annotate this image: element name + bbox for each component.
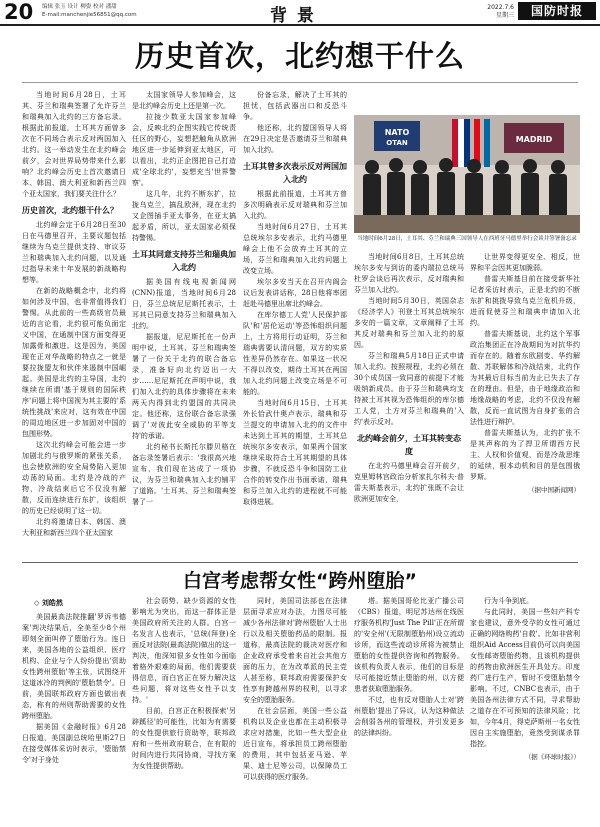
divider bbox=[22, 82, 578, 83]
source-note: （据中国新闻网） bbox=[528, 486, 580, 494]
paragraph: 塔。据美国哥伦比亚广播公司（CBS）报道，明尼苏达州在线医疗服务机构'Just The Pill'正在所谓的'安全州'(无限制堕胎州)设立流动诊所，而这些流动诊所将为被禁止堕胎的女性提供咨询和药物服务。该机构负责人表示，他们的目标是尽可能接近禁止堕胎的州，以方便患者获取堕胎服务。 bbox=[354, 597, 464, 693]
article2-column-4 bbox=[354, 596, 464, 824]
paragraph: 普雷夫斯基目前在接受新华社记者采访时表示，正是北约的不断东扩和挑拨导致乌克兰危机升级，进而促使芬兰和瑞典申请加入北约。 bbox=[470, 275, 580, 327]
photo-illustration bbox=[354, 115, 580, 233]
paragraph: 普雷夫斯基认为，北约扩张不是其声称的为了捍卫所谓西方民主、人权和价值观，而是冷战思维的延续，根本动机和目的是包围俄罗斯。 bbox=[470, 429, 580, 481]
article1-column-1 bbox=[22, 90, 126, 558]
paragraph: 北约将邀请日本、韩国、澳大利亚和新西兰四个亚太国家 bbox=[22, 518, 126, 537]
otan-sign: OTAN bbox=[386, 139, 408, 147]
paragraph: 芬兰和瑞典5月18日正式申请加入北约。按照规程，北约必须在30个成员国一致同意的前提下才能吸纳新成员。由于芬兰和瑞典均支持被土耳其视为恐怖组织的库尔德工人党，土方对芬兰和瑞典的'入约'表示反对。 bbox=[354, 352, 464, 426]
summit-photo bbox=[354, 115, 580, 233]
paragraph: 与此同时，美国一些妇产科专家也建议，意外受孕的女性可通过正确的网络购药'自救'。比如非营利组织Aid Access目前仍可以向美国女性邮寄堕胎药物，且该机构提供的药物由欧洲医生开具处方。印度药厂进行生产，暂时不受堕胎禁令影响。不过，CNBC也表示，由于美国各州法律方式不同，寻求帮助之道存在不可预知的法律风险；比如，今年4月，得克萨斯州一名女性因自主实施堕胎，竟然受到谋杀罪指控。 bbox=[470, 608, 580, 748]
subheading: 土耳其曾多次表示反对两国加入北约 bbox=[243, 162, 347, 184]
staff-line: 编辑 张玉 设计 柳姿 校对 潘甜 bbox=[42, 4, 117, 10]
paragraph: 行为斗争到底。 bbox=[484, 597, 533, 605]
subheading: 北约峰会前夕，土耳其转变态度 bbox=[357, 434, 461, 456]
article2-column-2 bbox=[132, 596, 236, 824]
photo-caption: 当地时间6月28日，土耳其、芬兰和瑞典三国领导人在西班牙马德里举行会谈并签署备忘录 bbox=[357, 236, 577, 242]
byline: ◇ 刘皓然 bbox=[34, 599, 63, 607]
section-title: 背 景 bbox=[270, 6, 316, 26]
paragraph: 这几年，北约不断东扩，拉拢乌克兰，搞乱欧洲，现在北约又企图插手亚太事务，在亚太搞起矛盾，所以，亚太国家必须保持警惕。 bbox=[132, 190, 236, 242]
article1-column-5 bbox=[470, 252, 580, 558]
paragraph: 据报道，尼尼斯托在一份声明中说，土耳其、芬兰和瑞典签署了一份关于北约的联合备忘录，准备好向北约迈出一大步……尼尼斯托在声明中说，我们加入北约的具体步骤将在未来两天内得到北约盟国的共同决定。他还称，这份联合备忘录强调了'对彼此安全威胁的平等支持'的承诺。 bbox=[132, 333, 236, 440]
paragraph: 太国家领导人参加峰会，这是北约峰会历史上还是第一次。 bbox=[132, 91, 236, 110]
paragraph: 社会弱势、缺少资源的女性影响尤为突出，而这一群体正是美国政府所关注的人群。白宫一名发言人也表示，'总统(拜登)全面反对法院(最高法院)做出的这一判决，他深知很多女性如今面临着格外艰难的局面，他们需要获得信息，而白宫正在努力解决这些问题，将对这些女性予以支持。' bbox=[132, 597, 236, 704]
divider bbox=[22, 562, 578, 563]
paragraph: 当地时间6月15日，土耳其外长恰武什奥卢表示，瑞典和芬兰提交的申请加入北约的文件中未达到土耳其的期望，土耳其总统埃尔多安表示，如果两个国家继续采取符合土耳其期望的具体步骤，不就反恐斗争和国防工业合作的转变作出书面承诺，瑞典和芬兰加入北约的进程就不可能取得进展。 bbox=[243, 399, 347, 506]
weekday: 星期三 bbox=[495, 12, 514, 19]
paragraph: 份备忘录，解决了土耳其的担忧，包括武器出口和反恐斗争。 bbox=[243, 91, 347, 121]
newspaper-logo: 国防时报 bbox=[518, 2, 596, 20]
article1-column-4 bbox=[354, 252, 464, 558]
paragraph: 据美国《金融时报》6月28日报道，美国副总统哈里斯27日在接受媒体采访时表示，'堕胎禁令'对于身处 bbox=[22, 723, 126, 764]
paragraph: 普雷夫斯基说，北约这个军事政治集团正在冷战期间为对抗华约而存在的。随着东欧剧变、华约解散、苏联解体和冷战结束，北约作为其最后目标当前为止已失去了存在的理由。但是，由于地缘政治和地缘战略的考虑，北约不仅没有解散，反而一直试图为自身扩张的合法性进行辩护。 bbox=[470, 330, 580, 426]
paragraph: 在库尔德工人党'人民保护部队'和'居伦运动'等恐怖组织问题上，土方将用行动证明，芬兰和瑞典需要认清问题，双方的实质性差异仍然存在。如果这一状况不得以改变，期待土耳其在两国加入北约问题上改变立场是不可能的。 bbox=[243, 311, 347, 396]
paragraph: 这次北约峰会可能会进一步加剧北约与俄罗斯的紧张关系，也会使欧洲的安全局势陷入更加动荡的局面。北约是冷战的产物，冷战结束后它不仅没有解散，反而连续进行东扩，该组织的历史已经说明了这一切。 bbox=[22, 441, 126, 515]
subheading: 土耳其同意支持芬兰和瑞典加入北约 bbox=[132, 250, 236, 272]
paragraph: 不过，也有反对堕胎人士对'跨州堕胎'提出了异议，认为这种做法会削弱各州的管理权，并引发更多的法律纠纷。 bbox=[354, 696, 464, 737]
paragraph: 同时，美国司法部也在法律层面寻求应对办法，力图尽可能减少各州法律对'跨州堕胎'人士出行以及相关堕胎药品的限制。报道称，最高法院的裁决对医疗和企业政府承受着来自社会其他方面的压力，在为改革派的民主党人甚至称，联邦政府需要保护女性享有跨越州界的权利，以寻求安全的堕胎服务。 bbox=[243, 597, 347, 704]
madrid-sign: MADRID bbox=[515, 135, 553, 144]
paragraph: 让世界变得更安全、相反，世界和平会因其更加脆弱。 bbox=[470, 253, 580, 272]
page-number: 20 bbox=[4, 0, 34, 24]
paragraph: 在社会层面，美国一些公益机构以及企业也都在主动积极寻求应对措施，比如一些大型企业近日宣布，将承担员工跨州堕胎的费用，其中包括亚马逊、苹果、迪士尼等公司，以保障员工可以获得的医疗服务。 bbox=[243, 707, 347, 781]
article1-column-3 bbox=[243, 90, 347, 558]
email-line: E-mail:manchenjie56851@qq.com bbox=[42, 12, 137, 18]
paragraph: 美国最高法院推翻'罗诉韦德案'判决结果后，全美至少8个州即刻全面叫停了堕胎行为。连日来，美国各地的公益组织、医疗机构、企业与个人纷纷提出'资助女性跨州堕胎'等主张，试图绕开这道冰冷的判例的'堕胎禁令'。日前，美国联邦政府方面也做出表态，称有的州则帮助需要的女性跨州堕胎。 bbox=[22, 613, 126, 720]
source-note: （据《环球时报》） bbox=[524, 753, 580, 761]
paragraph: 北约峰会定于6月28日至30日在马德里召开，主要议题包括继续为乌克兰提供支持、审议芬兰和瑞典加入北约问题，以及通过指导未来十年发展的新战略构想等。 bbox=[22, 221, 126, 284]
paragraph: 当地时间6月8日，土耳其总统埃尔多安与到访的委内瑞拉总统马杜罗会谈后再次表示，反对瑞典和芬兰加入北约。 bbox=[354, 253, 464, 294]
nato-sign: NATO bbox=[384, 128, 410, 137]
article2-column-3 bbox=[243, 596, 347, 824]
paragraph: 在北约马德里峰会召开前夕，克里姆林宫政治分析家扎尔科夫·普雷夫斯基表示，北约扩张既不会让欧洲更加安全， bbox=[354, 462, 464, 503]
article2-column-5 bbox=[470, 596, 580, 824]
paragraph: 当地时间6月27日，土耳其总统埃尔多安表示，北约马德里峰会上他不会放弃土耳其的立场，芬兰和瑞典加入北约问题上改变立场。 bbox=[243, 223, 347, 275]
paragraph: 在新的战略概念中，北约将如何涉及中国，也非常值得我们警惕。从此前的一些高级官员最近的言论看，北约很可能负面定义中国，在通制中国方面变得更加露骨和激进。这是因为，美国现在正对华战略的特点之一就是要拉拢盟友和伙伴来遏制中国崛起。美国是北约的主导国，北约继续在所谓'基于规则的国际秩序'问题上将中国视为其主要的'系统性挑战'来应对，这有效在中国的周边地区进一步加固对中国的包围形势。 bbox=[22, 287, 126, 438]
paragraph: 当地时间6月28日，土耳其、芬兰和瑞典签署了允许芬兰和瑞典加入北约的三方备忘录。根据此前报道，土耳其方面曾多次在不同场合表示反对两国加入北约。这一举动发生在北约峰会前夕，会对世界局势带来什么影响？北约峰会历史上首次邀请日本、韩国、澳大利亚和新西兰四个亚太国家，我们要关注什么？ bbox=[22, 91, 126, 198]
date: 2022.7.6 bbox=[487, 4, 514, 11]
paragraph: 据美国有线电视新闻网(CNN)报道，当地时间6月28日，芬兰总统尼尼斯托表示，土耳其已同意支持芬兰和瑞典加入北约。 bbox=[132, 278, 236, 330]
paragraph: 根据此前报道，土耳其方曾多次明确表示反对瑞典和芬兰加入北约。 bbox=[243, 190, 347, 220]
paragraph: 埃尔多安当天在召开内阁会议后发表讲话称，28日他将率团赶赴马德里出席北约峰会。 bbox=[243, 278, 347, 308]
staff-credits bbox=[42, 3, 137, 19]
subheading: 历史首次，北约想干什么？ bbox=[22, 206, 118, 215]
paragraph: 他还称，北约盟国领导人将在29日决定是否邀请芬兰和瑞典加入北约。 bbox=[243, 124, 347, 154]
headline-nato: 历史首次，北约想干什么 bbox=[134, 39, 465, 73]
paragraph: 当地时间5月30日，英国杂志《经济学人》刊登土耳其总统埃尔多安的一篇文章，文章阐释了土耳其反对瑞典和芬兰加入北约的原因。 bbox=[354, 297, 464, 349]
article2-column-1 bbox=[22, 612, 126, 824]
issue-date bbox=[468, 4, 514, 20]
headline-abortion: 白宫考虑帮女性“跨州堕胎” bbox=[183, 570, 417, 592]
page-header bbox=[0, 0, 600, 26]
paragraph: 北约秘书长斯托尔滕贝格在备忘录签署后表示：'我很高兴地宣布，我们现在达成了一项协议，为芬兰和瑞典加入北约铺平了道路。'土耳其、芬兰和瑞典签署了一 bbox=[132, 443, 236, 506]
article1-column-2 bbox=[132, 90, 236, 558]
paragraph: 目前，白宫正在积极探索'另辟蹊径'的可能性，比如为有需要的女性提供旅行资助等，联邦政府和一些州政府联合，在有限的时间内进行共同协商，寻找方案为女性提供帮助。 bbox=[132, 707, 236, 770]
paragraph: 拉拢少数亚太国家参加峰会，反映北约企图实践它传统责任区的野心，妄想把触角从欧洲地区进一步延伸到亚太地区，可以看出，北约正企图把自己打造成'全球北约'，妄想充当'世界警察'。 bbox=[132, 113, 236, 187]
